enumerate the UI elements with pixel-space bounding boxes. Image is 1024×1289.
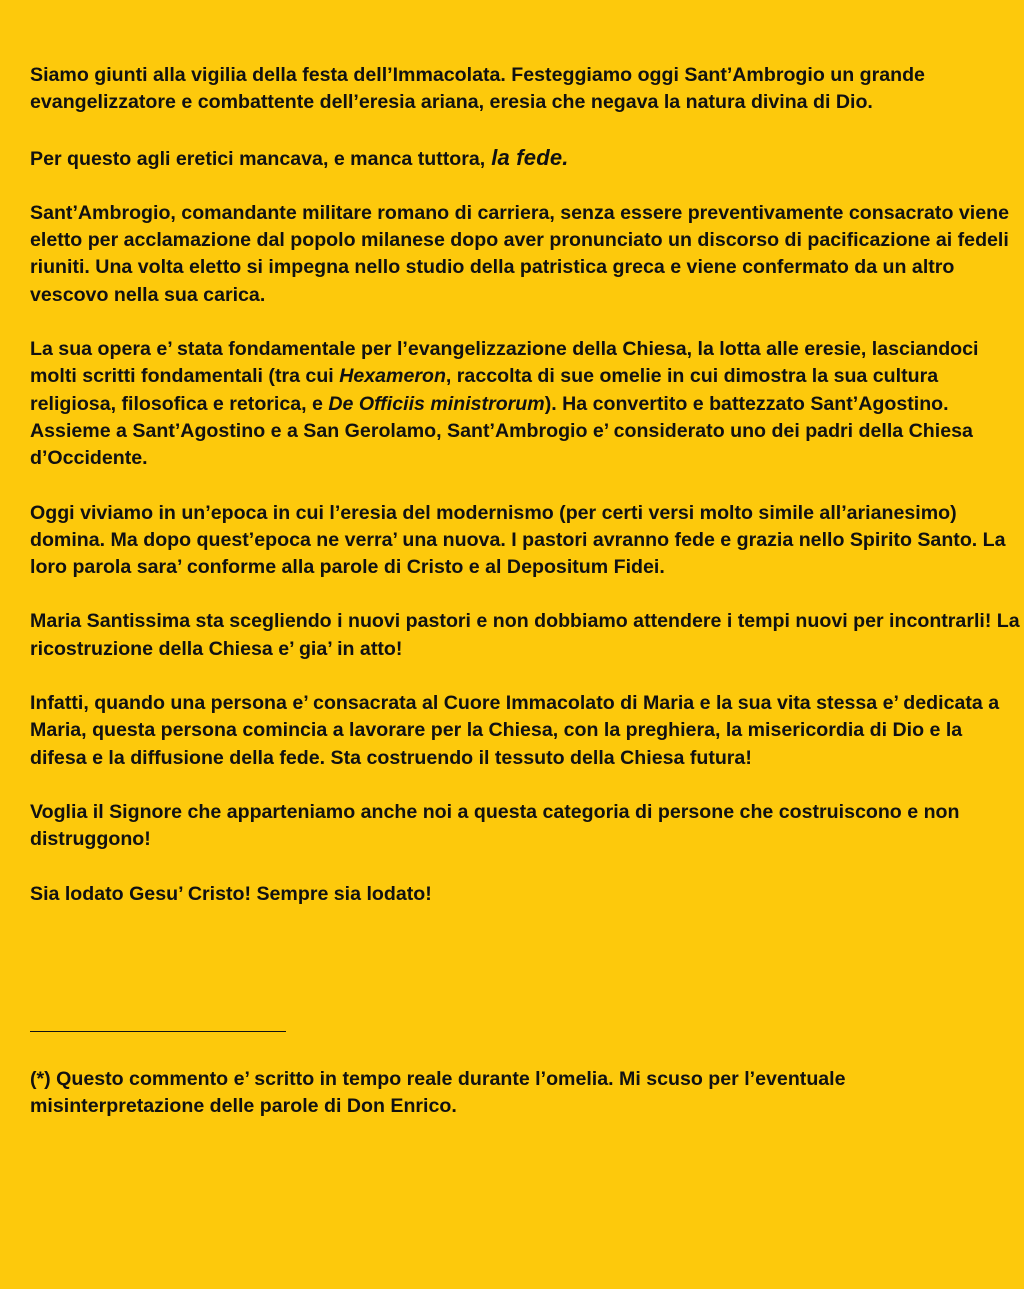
closing-paragraph: Sia lodato Gesu’ Cristo! Sempre sia lodato! [30, 882, 432, 905]
ambrose-life-paragraph: Sant’Ambrogio, comandante militare romano di carriera, senza essere preventivamente consacrato viene eletto per acclamazione dal popolo milanese dopo aver pronunciato un discorso di pacificazione ai fedeli riuniti. Una volta eletto si impegna nello studio della patristica greca e viene confermato da un altro vescovo nella sua carica. [30, 201, 1009, 306]
homily-commentary [30, 62, 1020, 935]
intro-paragraph: Siamo giunti alla vigilia della festa dell’Immacolata. Festeggiamo oggi Sant’Ambrogio un grande evangelizzatore e combattente dell’eresia ariana, eresia che negava la natura divina di Dio. [30, 64, 925, 114]
works-text-3: ). Ha convertito e battezzato Sant’Agostino. Assieme a Sant’Agostino e a San Gerolamo, Sant’Ambrogio e’ considerato uno dei padri della Chiesa d’Occidente. [30, 392, 973, 470]
prayer-paragraph: Voglia il Signore che apparteniamo anche noi a questa categoria di persone che costruiscono e non distruggono! [30, 800, 960, 851]
faith-paragraph [30, 144, 1020, 173]
de-officiis-title: De Officiis ministrorum [328, 392, 545, 415]
works-text-2: , raccolta di sue omelie in cui dimostra la sua cultura religiosa, filosofica e retorica, e [30, 365, 939, 415]
footnote-divider [30, 1031, 286, 1032]
faith-emphasis-text: la fede. [491, 144, 569, 170]
modernism-paragraph: Oggi viviamo in un’epoca in cui l’eresia del modernismo (per certi versi molto simile all’arianesimo) domina. Ma dopo quest’epoca ne verra’ una nuova. I pastori avranno fede e grazia nello Spirito Santo. La loro parola sara’ conforme alla parole di Cristo e al Depositum Fidei. [30, 501, 1006, 579]
faith-lead-text: Per questo agli eretici mancava, e manca tuttora, [30, 147, 486, 170]
footnote-text: (*) Questo commento e’ scritto in tempo reale durante l’omelia. Mi scuso per l’eventuale misinterpretazione delle parole di Don Enrico. [30, 1068, 846, 1118]
works-text-1: La sua opera e’ stata fondamentale per l’evangelizzazione della Chiesa, la lotta alle eresie, lasciandoci molti scritti fondamentali (tra cui [30, 338, 979, 388]
new-pastors-paragraph: Maria Santissima sta scegliendo i nuovi pastori e non dobbiamo attendere i tempi nuovi per incontrarli! La ricostruzione della Chiesa e’ gia’ in atto! [30, 610, 1020, 660]
works-paragraph [30, 336, 1020, 472]
hexameron-title: Hexameron [339, 365, 446, 388]
consecration-paragraph: Infatti, quando una persona e’ consacrata al Cuore Immacolato di Maria e la sua vita stessa e’ dedicata a Maria, questa persona comincia a lavorare per la Chiesa, con la preghiera, la misericordia di Dio e la difesa e la diffusione della fede. Sta costruendo il tessuto della Chiesa futura! [30, 692, 1000, 769]
